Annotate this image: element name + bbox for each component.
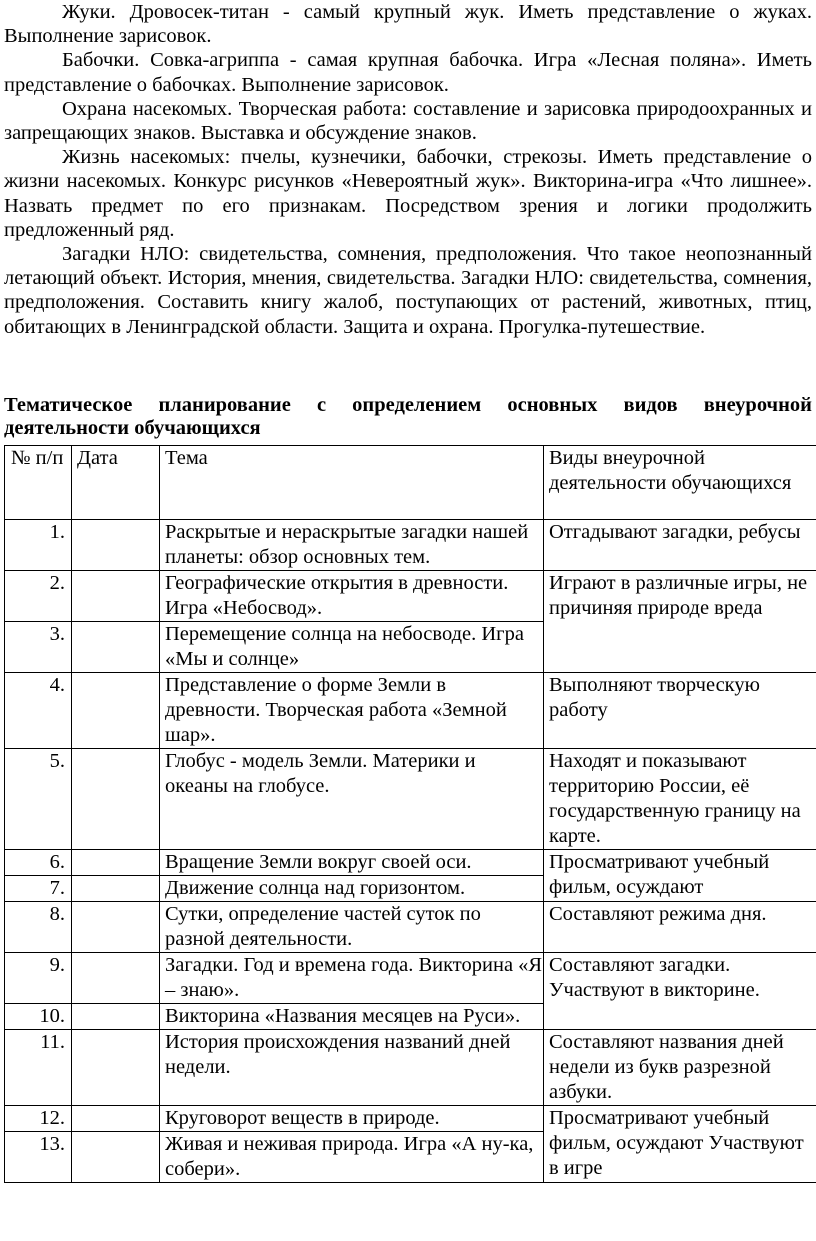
paragraph-butterflies: Бабочки. Совка-агриппа - самая крупная бабочка. Игра «Лесная поляна». Иметь представление о бабочках. Выполнение зарисовок. xyxy=(4,49,812,96)
row-num: 8. xyxy=(5,902,72,953)
row-topic: Движение солнца над горизонтом. xyxy=(160,876,544,902)
row-num: 10. xyxy=(5,1004,72,1030)
row-num: 3. xyxy=(5,622,72,673)
row-num: 7. xyxy=(5,876,72,902)
row-topic: Глобус - модель Земли. Материки и океаны на глобусе. xyxy=(160,749,544,850)
header-activity: Виды внеурочной деятельности обучающихся xyxy=(544,446,816,520)
row-date xyxy=(72,902,160,953)
intro-paragraphs xyxy=(4,0,812,339)
table-row xyxy=(5,749,816,850)
row-num: 6. xyxy=(5,850,72,876)
table-row xyxy=(5,1106,816,1132)
row-date xyxy=(72,876,160,902)
row-date xyxy=(72,571,160,622)
table-row xyxy=(5,850,816,876)
row-num: 2. xyxy=(5,571,72,622)
paragraph-insect-life: Жизнь насекомых: пчелы, кузнечики, бабочки, стрекозы. Иметь представление о жизни насекомых. Конкурс рисунков «Невероятный жук». Викторина-игра «Что лишнее». Назвать предмет по его признакам. Посредством зрения и логики продолжить предложенный ряд. xyxy=(4,146,812,241)
row-activity: Находят и показывают территорию России, её государственную границу на карте. xyxy=(544,749,816,850)
row-activity: Выполняют творческую работу xyxy=(544,673,816,749)
row-date xyxy=(72,622,160,673)
row-topic: Круговорот веществ в природе. xyxy=(160,1106,544,1132)
row-num: 11. xyxy=(5,1030,72,1106)
row-date xyxy=(72,1106,160,1132)
row-topic: Представление о форме Земли в древности. Творческая работа «Земной шар». xyxy=(160,673,544,749)
row-num: 5. xyxy=(5,749,72,850)
table-row xyxy=(5,673,816,749)
row-activity: Составляют режима дня. xyxy=(544,902,816,953)
row-date xyxy=(72,953,160,1004)
row-activity: Просматривают учебный фильм, осуждают Участвуют в игре xyxy=(544,1106,816,1183)
row-date xyxy=(72,1132,160,1183)
row-activity: Просматривают учебный фильм, осуждают xyxy=(544,850,816,902)
row-date xyxy=(72,749,160,850)
row-activity: Отгадывают загадки, ребусы xyxy=(544,520,816,571)
table-row xyxy=(5,571,816,622)
row-activity: Играют в различные игры, не причиняя природе вреда xyxy=(544,571,816,673)
row-topic: Живая и неживая природа. Игра «А ну-ка, собери». xyxy=(160,1132,544,1183)
row-num: 12. xyxy=(5,1106,72,1132)
header-topic: Тема xyxy=(160,446,544,520)
header-date: Дата xyxy=(72,446,160,520)
row-activity: Составляют названия дней недели из букв разрезной азбуки. xyxy=(544,1030,816,1106)
row-num: 13. xyxy=(5,1132,72,1183)
paragraph-beetles: Жуки. Дровосек-титан - самый крупный жук. Иметь представление о жуках. Выполнение зарисовок. xyxy=(4,1,812,48)
table-header-row xyxy=(5,446,816,520)
row-activity: Составляют загадки. Участвуют в викторине. xyxy=(544,953,816,1030)
row-date xyxy=(72,1030,160,1106)
planning-table xyxy=(4,445,816,1183)
table-row xyxy=(5,1030,816,1106)
row-topic: Сутки, определение частей суток по разной деятельности. xyxy=(160,902,544,953)
table-row xyxy=(5,902,816,953)
row-topic: Вращение Земли вокруг своей оси. xyxy=(160,850,544,876)
row-date xyxy=(72,1004,160,1030)
row-num: 1. xyxy=(5,520,72,571)
row-date xyxy=(72,673,160,749)
row-topic: Викторина «Названия месяцев на Руси». xyxy=(160,1004,544,1030)
row-topic: Раскрытые и нераскрытые загадки нашей планеты: обзор основных тем. xyxy=(160,520,544,571)
table-row xyxy=(5,520,816,571)
table-row xyxy=(5,953,816,1004)
section-heading: Тематическое планирование с определением основных видов внеурочной деятельности обучающихся xyxy=(4,394,812,439)
paragraph-insect-protection: Охрана насекомых. Творческая работа: составление и зарисовка природоохранных и запрещающих знаков. Выставка и обсуждение знаков. xyxy=(4,97,812,145)
header-num: № п/п xyxy=(5,446,72,520)
row-topic: Перемещение солнца на небосводе. Игра «Мы и солнце» xyxy=(160,622,544,673)
row-date xyxy=(72,850,160,876)
row-num: 9. xyxy=(5,953,72,1004)
row-num: 4. xyxy=(5,673,72,749)
row-date xyxy=(72,520,160,571)
row-topic: Географические открытия в древности. Игра «Небосвод». xyxy=(160,571,544,622)
paragraph-ufo: Загадки НЛО: свидетельства, сомнения, предположения. Что такое неопознанный летающий объект. История, мнения, свидетельства. Загадки НЛО: свидетельства, сомнения, предположения. Составить книгу жалоб, поступающих от растений, животных, птиц, обитающих в Ленинградской области. Защита и охрана. Прогулка-путешествие. xyxy=(4,243,812,338)
row-topic: Загадки. Год и времена года. Викторина «Я – знаю». xyxy=(160,953,544,1004)
row-topic: История происхождения названий дней недели. xyxy=(160,1030,544,1106)
